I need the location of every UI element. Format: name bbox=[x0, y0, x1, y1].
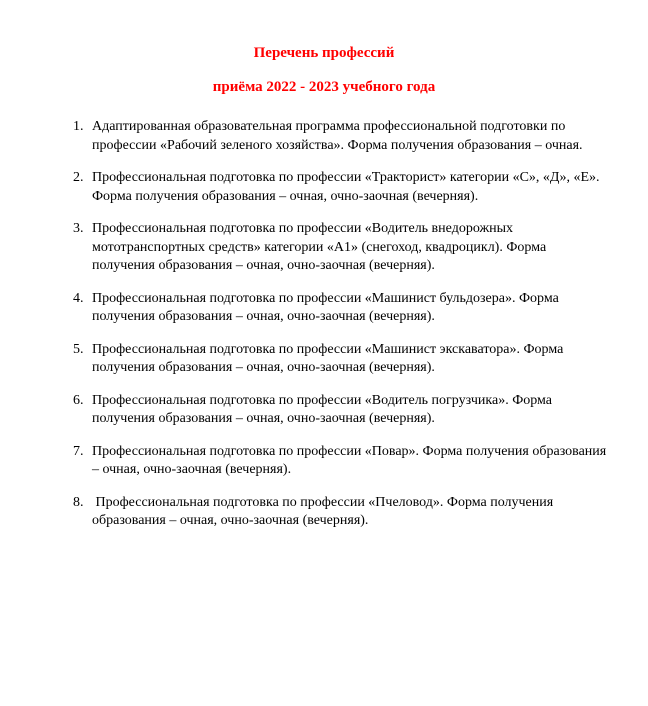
list-item-text: Профессиональная подготовка по профессии «Машинист экскаватора». Форма получения образования – очная, очно-заочная (вечерняя). bbox=[92, 341, 567, 375]
page-subtitle: приёма 2022 - 2023 учебного года bbox=[212, 79, 436, 95]
list-item-number: 1. bbox=[73, 119, 84, 134]
page-title: Перечень профессий bbox=[253, 45, 395, 61]
list-item bbox=[73, 443, 612, 480]
list-item-number: 7. bbox=[73, 443, 84, 459]
list-item-number: 5. bbox=[73, 341, 84, 357]
list-item bbox=[73, 290, 612, 327]
list-item-text: Профессиональная подготовка по профессии «Водитель погрузчика». Форма получения образования – очная, очно-заочная (вечерняя). bbox=[92, 392, 556, 426]
professions-list bbox=[0, 118, 648, 531]
list-item bbox=[73, 220, 612, 276]
list-item-number: 2. bbox=[73, 170, 84, 185]
list-item-number: 3. bbox=[73, 221, 84, 236]
list-item-text: Профессиональная подготовка по профессии «Водитель внедорожных мототранспортных средств» категории «А1» (снегоход, квадроцикл). Форма получения образования – очная, очно-заочная (вечерняя). bbox=[92, 221, 550, 273]
list-item-number: 6. bbox=[73, 392, 84, 408]
list-item-number: 4. bbox=[73, 290, 84, 306]
list-item bbox=[73, 118, 612, 155]
list-item bbox=[73, 392, 612, 429]
list-item-text: Профессиональная подготовка по профессии «Машинист бульдозера». Форма получения образования – очная, очно-заочная (вечерняя). bbox=[92, 290, 563, 324]
list-item bbox=[73, 341, 612, 378]
list-item bbox=[73, 494, 612, 531]
list-item-number: 8. bbox=[73, 494, 84, 510]
list-item-text: Профессиональная подготовка по профессии «Повар». Форма получения образования – очная, очно-заочная (вечерняя). bbox=[92, 443, 610, 477]
list-item bbox=[73, 169, 612, 206]
list-item-text: Профессиональная подготовка по профессии «Пчеловод». Форма получения образования – очная, очно-заочная (вечерняя). bbox=[92, 494, 557, 528]
list-item-text: Адаптированная образовательная программа профессиональной подготовки по профессии «Рабочий зеленого хозяйства». Форма получения образования – очная. bbox=[92, 119, 583, 153]
list-item-text: Профессиональная подготовка по профессии «Тракторист» категории «С», «Д», «Е». Форма получения образования – очная, очно-заочная (вечерняя). bbox=[92, 170, 604, 204]
